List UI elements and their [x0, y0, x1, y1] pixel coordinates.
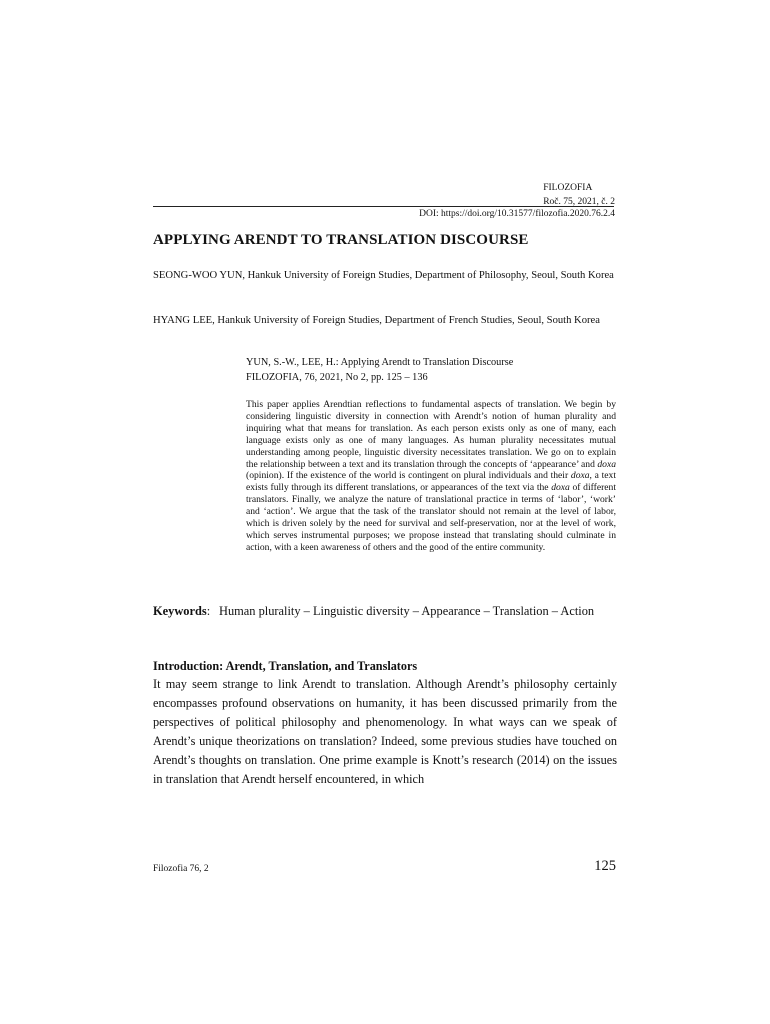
keywords-block: Keywords: Human plurality – Linguistic diversity – Appearance – Translation – Action [153, 602, 616, 620]
volume-issue: Roč. 75, 2021, č. 2 [543, 197, 615, 207]
abstract-italic-doxa: doxa [597, 458, 616, 470]
keywords-list: Human plurality – Linguistic diversity – Appearance – Translation – Action [219, 604, 595, 618]
article-title: APPLYING ARENDT TO TRANSLATION DISCOURSE [153, 232, 529, 248]
footer-journal-issue: Filozofia 76, 2 [153, 864, 209, 874]
abstract-italic-doxa: doxa [551, 482, 570, 494]
citation-line-2: FILOZOFIA, 76, 2021, No 2, pp. 125 – 136 [246, 372, 428, 383]
introduction-paragraph: It may seem strange to link Arendt to translation. Although Arendt’s philosophy certainly encompasses profound observations on humanity, it has been discussed primarily from the perspectives of political philosophy and phenomenology. In what ways can we speak of Arendt’s unique theorizations on translation? Indeed, some previous studies have touched on Arendt’s thoughts on translation. One prime example is Knott’s research (2014) on the issues in translation that Arendt herself encountered, in which [153, 677, 617, 787]
author-affiliation-1: SEONG-WOO YUN, Hankuk University of Foreign Studies, Department of Philosophy, Seoul, South Korea [153, 270, 614, 281]
page-number: 125 [594, 858, 616, 874]
citation-line-1: YUN, S.-W., LEE, H.: Applying Arendt to Translation Discourse [246, 357, 514, 368]
author-affiliation-2: HYANG LEE, Hankuk University of Foreign Studies, Department of French Studies, Seoul, South Korea [153, 315, 600, 326]
section-heading-introduction: Introduction: Arendt, Translation, and Translators [153, 659, 418, 673]
abstract-italic-doxa: doxa [570, 470, 590, 482]
citation-block [246, 355, 616, 385]
abstract-text: This paper applies Arendtian reflections to fundamental aspects of translation. We begin by considering linguistic diversity in connection with Arendt’s notion of human plurality and inquiring what that means for translation. As each person exists only as one of many, each language exists only as one of many languages. As human plurality necessitates mutual understanding among people, linguistic diversity necessitates translation. We go on to explain the relationship between a text and its translation through the concepts of ‘appearance’ and [246, 399, 616, 470]
doi-link[interactable]: DOI: https://doi.org/10.31577/filozofia.2020.76.2.4 [419, 209, 615, 219]
abstract [246, 399, 616, 554]
keywords-label: Keywords [153, 604, 207, 618]
journal-name: FILOZOFIA [543, 183, 593, 193]
journal-header [543, 181, 615, 209]
header-rule [153, 206, 614, 207]
abstract-text: of different translators. Finally, we analyze the nature of translational practice in terms of ‘labor’, ‘work’ and ‘action’. We argue that the task of the translator should not remain at the level of labor, which is driven solely by the need for survival and self-preservation, nor at the level of work, which serves instrumental purposes; we propose instead that translating should culminate in action, with a keen awareness of others and the good of the entire community. [246, 482, 616, 553]
abstract-text: (opinion). If the existence of the world is contingent on plural individuals and their [246, 470, 571, 482]
abstract-text: , a text exists fully through its different translations, or appearances of the text via the [246, 470, 617, 494]
